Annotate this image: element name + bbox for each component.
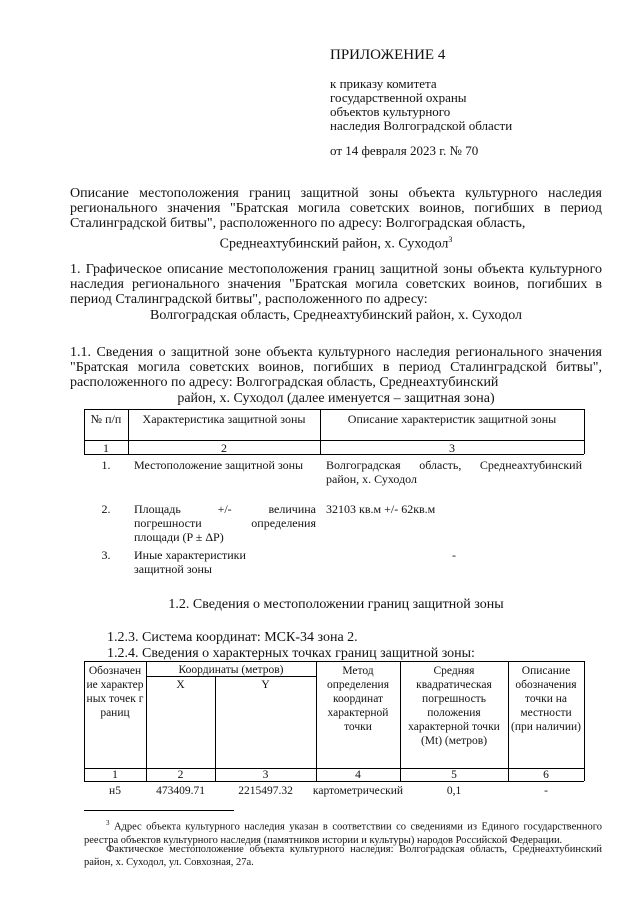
table-row: - bbox=[544, 785, 548, 797]
table2-header-method: Метод определения координат характерной точки bbox=[326, 665, 389, 733]
table-row: Местоположение защитной зоны bbox=[134, 458, 304, 472]
footnote-ref-3: 3 bbox=[448, 235, 453, 244]
table-row: Площадь +/- величина погрешности определения площади (P ± ΔP) bbox=[134, 502, 316, 544]
table2-colnum-1: 1 bbox=[112, 769, 118, 781]
table-row: 1. bbox=[101, 458, 111, 472]
footnote-3-actual-location: Фактическое местоположение объекта культурного наследия: Волгоградская область, Среднеахтубинский район, х. Суходол, ул. Совхозная, 27а. bbox=[84, 844, 602, 868]
table1-header-char: Характеристика защитной зоны bbox=[142, 412, 306, 426]
table1-colnum-3: 3 bbox=[449, 441, 455, 455]
order-line-4: наследия Волгоградской области bbox=[330, 118, 513, 133]
table2-header-desc: Описание обозначения точки на местности (при наличии) bbox=[511, 665, 581, 733]
table-row: 2215497.32 bbox=[238, 785, 293, 797]
section-1-1-text: 1.1. Сведения о защитной зоне объекта культурного наследия регионального значения "Братская могила советских воинов, погибших в период Сталинградской битвы", расположенного по адресу: Волгоградская область, Среднеахтубинский bbox=[70, 345, 602, 390]
table2-colnum-2: 2 bbox=[177, 769, 184, 781]
section-1-last-line: Волгоградская область, Среднеахтубинский район, х. Суходол bbox=[149, 308, 523, 323]
table-row: Волгоградская область, Среднеахтубинский район, х. Суходол bbox=[326, 458, 582, 486]
table2-header-x: X bbox=[176, 679, 185, 691]
section-1-2-3-text: 1.2.3. Система координат: МСК-34 зона 2. bbox=[107, 630, 358, 645]
table-row: н5 bbox=[109, 785, 121, 797]
document-title-last-line bbox=[70, 232, 602, 252]
order-line-2: государственной охраны bbox=[330, 90, 467, 105]
table-row: 3. bbox=[101, 548, 111, 562]
table2-colnum-4: 4 bbox=[355, 769, 361, 781]
order-date: от 14 февраля 2023 г. № 70 bbox=[330, 143, 479, 158]
footnote-3-text: Адрес объекта культурного наследия указан в соответствии со сведениями из Единого государственного реестра объектов культурного наследия (памятников истории и культуры) народов Российской Федерации. bbox=[84, 821, 603, 846]
table2-colnum-5: 5 bbox=[451, 769, 457, 781]
section-1-1-last-line: район, х. Суходол (далее именуется – защитная зона) bbox=[177, 391, 495, 406]
table-row: 0,1 bbox=[446, 785, 462, 797]
table2-header-y: Y bbox=[261, 679, 270, 691]
section-1-2-4-text: 1.2.4. Сведения о характерных точках границ защитной зоны: bbox=[107, 646, 475, 661]
footnote-separator bbox=[84, 810, 234, 811]
table2-header-error: Средняя квадратическая погрешность положения характерной точки (Mt) (метров) bbox=[408, 665, 500, 747]
order-line-1: к приказу комитета bbox=[330, 76, 437, 91]
order-line-3: объектов культурного bbox=[330, 104, 451, 119]
table1-header-desc: Описание характеристик защитной зоны bbox=[347, 412, 557, 426]
section-1-2-title: 1.2. Сведения о местоположении границ защитной зоны bbox=[168, 597, 504, 612]
document-title-last-text: Среднеахтубинский район, х. Суходол bbox=[219, 236, 449, 252]
table-row: 32103 кв.м +/- 62кв.м bbox=[326, 502, 436, 516]
table1-header-num: № п/п bbox=[90, 412, 122, 426]
table1-colnum-1: 1 bbox=[103, 441, 109, 455]
table2-colnum-3: 3 bbox=[262, 769, 269, 781]
table-row: 2. bbox=[101, 502, 111, 516]
table-row: 473409.71 bbox=[156, 785, 205, 797]
appendix-title: ПРИЛОЖЕНИЕ 4 bbox=[330, 47, 446, 63]
table2-colnum-6: 6 bbox=[543, 769, 549, 781]
table2-header-designation: Обозначение характерных точек границ bbox=[86, 665, 144, 719]
table-row: - bbox=[452, 548, 456, 562]
section-1-text: 1. Графическое описание местоположения границ защитной зоны объекта культурного наследия регионального значения "Братская могила советских воинов, погибших в период Сталинградской битвы", расположенного по адресу: bbox=[70, 262, 602, 307]
document-title: Описание местоположения границ защитной зоны объекта культурного наследия регионального значения "Братская могила советских воинов, погибших в период Сталинградской битвы", расположенного по адресу: Волгоградская область, bbox=[70, 186, 602, 231]
footnote-3-mark: 3 bbox=[106, 819, 110, 827]
table-row: Иные характеристики защитной зоны bbox=[134, 548, 246, 576]
table1-colnum-2: 2 bbox=[221, 441, 227, 455]
table2-header-coords: Координаты (метров) bbox=[178, 664, 284, 676]
table-row: картометрический bbox=[312, 785, 404, 797]
